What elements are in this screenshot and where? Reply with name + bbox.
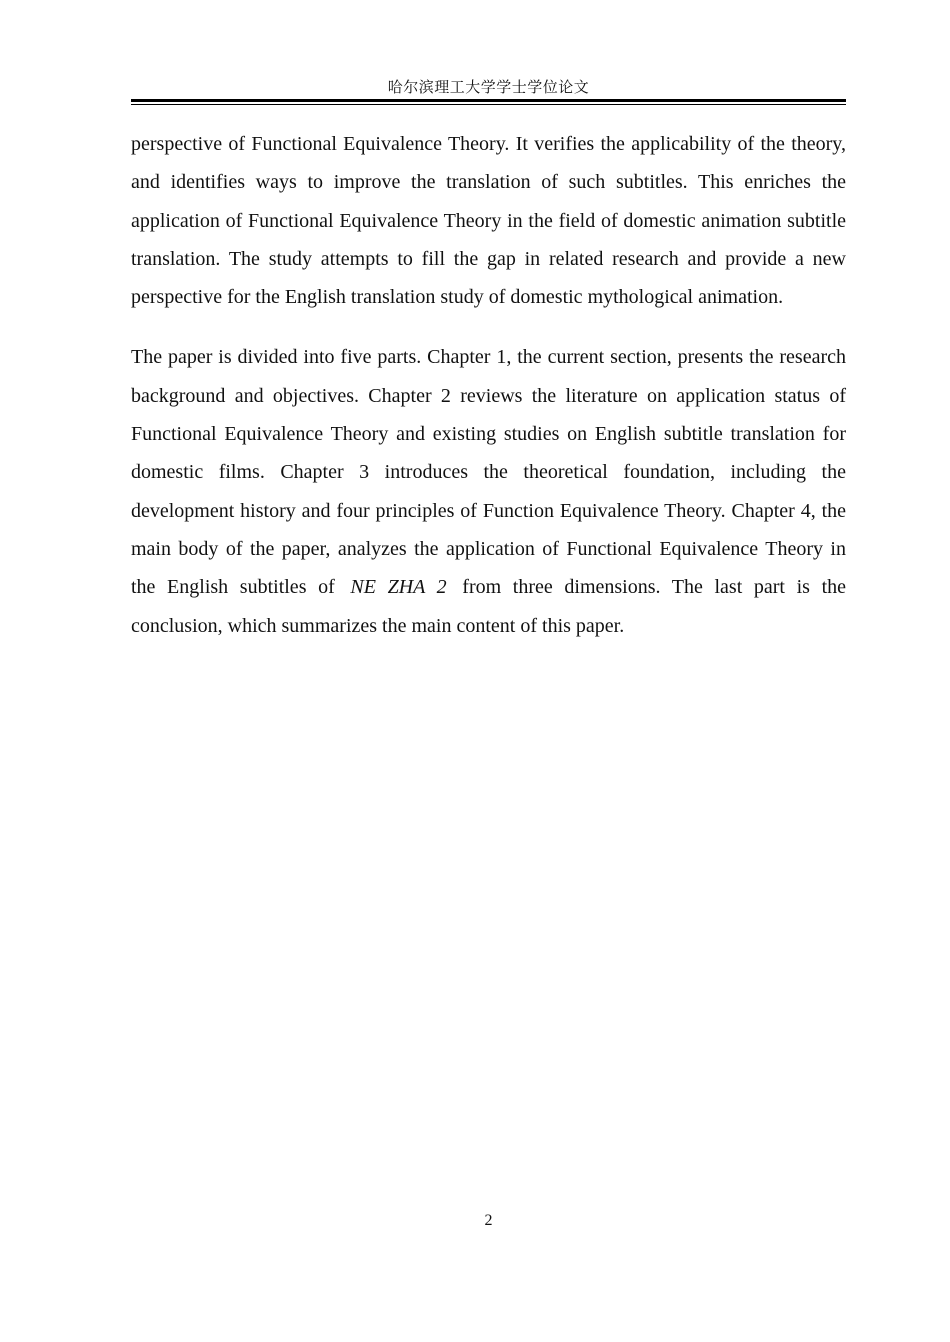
paragraph-2-text-start: The paper is divided into five parts. Chapter 1, the current section, presents the research background and objectives. Chapter 2 reviews the literature on application status of Functional Equivalence Theory and existing studies on English subtitle translation for domestic films. Chapter 3 introduces the theoretical foundation, including the development history and four principles of Function Equivalence Theory. Chapter 4, the main body of the paper, analyzes the application of Functional Equivalence Theory in the English subtitles of <box>131 346 846 599</box>
page-number: 2 <box>484 1212 493 1229</box>
film-title: NE ZHA 2 <box>350 576 447 599</box>
paragraph-1 <box>131 125 846 316</box>
paragraph-1-text: perspective of Functional Equivalence Theory. It verifies the applicability of the theory, and identifies ways to improve the translation of such subtitles. This enriches the application of Functional Equivalence Theory in the field of domestic animation subtitle translation. The study attempts to fill the gap in related research and provide a new perspective for the English translation study of domestic mythological animation. <box>131 133 846 309</box>
header-rule-thick <box>131 99 846 102</box>
header-rule-thin <box>131 104 846 105</box>
paragraph-2 <box>131 338 846 644</box>
running-header: 哈尔滨理工大学学士学位论文 <box>387 80 590 96</box>
paragraph-2-text-end: from three dimensions. The last part is the conclusion, which summarizes the main content of this paper. <box>131 576 847 637</box>
body-text <box>131 125 846 667</box>
